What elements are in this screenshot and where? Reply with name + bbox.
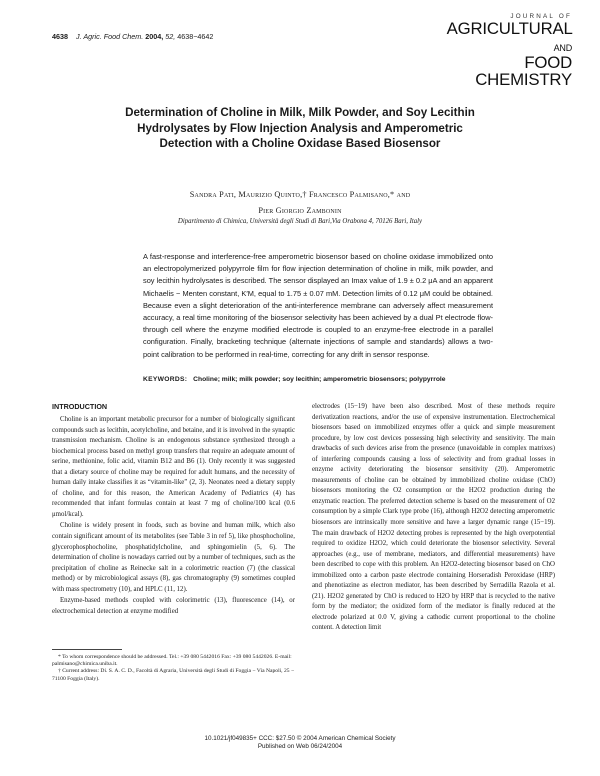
- section-heading-introduction: INTRODUCTION: [52, 402, 108, 411]
- doi-copyright: 10.1021/jf049835+ CCC: $27.50 © 2004 American Chemical Society: [204, 735, 396, 742]
- page-number: 4638: [52, 32, 68, 41]
- author-list: [120, 187, 480, 218]
- affiliation: Dipartimento di Chimica, Università degli Studi di Bari,Via Orabona 4, 70126 Bari, Italy: [177, 218, 423, 225]
- body-column-right: [312, 402, 555, 634]
- running-header: [52, 32, 213, 41]
- paragraph: Choline is widely present in foods, such as bovine and human milk, which also contain significant amount of its metabolites (see Table 3 in ref 5), like phosphocholine, glycerophosphocholine, phosphatidylcholine, and sphingomielin (5, 6). The determination of choline is nowadays carried out by a number of techniques, such as the precipitation of choline as Reinecke salt in a colorimetric reaction (7) (the classical method) or by microbiological assays (8), gas chromatography (9) sometimes coupled with mass spectrometry (10), and HPLC (11, 12).: [52, 522, 295, 593]
- journal-logo: [440, 14, 572, 88]
- journal-abbrev: J. Agric. Food Chem.: [76, 32, 144, 41]
- paragraph: Enzyme-based methods coupled with colorimetric (13), fluorescence (14), or electrochemical detection at enzyme modified: [52, 597, 295, 615]
- publication-info: [0, 735, 600, 751]
- logo-food-chemistry: FOOD CHEMISTRY: [475, 52, 572, 89]
- page-range: 4638−4642: [177, 32, 214, 41]
- keywords-list: Choline; milk; milk powder; soy lecithin; amperometric biosensors; polypyrrole: [193, 376, 446, 383]
- footnotes: [52, 654, 295, 683]
- keywords: [143, 376, 493, 383]
- journal-year: 2004,: [145, 32, 164, 41]
- logo-agricultural-word: AGRICULTURAL: [446, 19, 572, 39]
- footnote-divider: [52, 649, 122, 650]
- journal-volume: 52,: [165, 32, 176, 41]
- footnote-corresponding: * To whom correspondence should be addressed. Tel.: +39 080 5442016 Fax: +39 080 5442026. E-mail: palmisano@chimica.uniba.it.: [52, 654, 292, 668]
- abstract: A fast-response and interference-free amperometric biosensor based on choline oxidase immobilized onto an electropolymerized polypyrrole film for flow injection determination of choline in milk, milk powder, and soy lecithin hydrolysates is described. The sensor displayed an Imax value of 1.9 ± 0.2 μA and an apparent Michaelis − Menten constant, K′M, equal to 1.75 ± 0.07 mM. Detection limits of 0.12 μM could be obtained. Because even a slight deterioration of the anti-interference membrane can adversely affect measurement accuracy, a real time monitoring of the biosensor selectivity has been achieved by a dual Pt electrode flow-through cell where the enzyme modified electrode is coupled to an enzyme-free electrode in a parallel configuration. Finally, bracketing technique (alternate injections of sample and standards) allows a two-point calibration to be performed in real-time, correcting for any drift in sensor response.: [143, 252, 493, 359]
- published-date: Published on Web 06/24/2004: [257, 743, 343, 750]
- logo-and: AND: [553, 43, 572, 54]
- logo-journal-of: JOURNAL OF: [510, 13, 572, 20]
- authors-line-2: Pier Giorgio Zambonin: [258, 205, 342, 215]
- paragraph: electrodes (15−19) have been also described. Most of these methods require derivatization reactions, and/or the use of expensive instrumentation. Electrochemical biosensors based on immobilized enzymes offer a quick and simple measurement procedure, by low cost devices possessing high selectivity and sensitivity. The main drawbacks of such devices arise from the presence (unavoidable in complex matrixes) of interfering compounds causing a loss of selectivity and from gradual losses in enzyme activity deteriorating the biosensor sensitivity (20). Amperometric measurements of choline can be obtained by immobilized choline oxidase (ChO) biosensors monitoring the O2 consumption or the H2O2 production during the enzymatic reaction. The preferred detection scheme is based on the measurement of O2 consumption by a simple Clark type probe (16), although H2O2 detecting amperometric biosensors are intrinsically more sensitive and have a larger dynamic range (15−19). The main drawback of H2O2 detecting probes is represented by the high overpotential required to oxidize H2O2, which could deteriorate the biosensor selectivity. Several approaches (e.g., use of membrane, mediators, and differential measurements) have been described to cope with this problem. An H2O2-detecting biosensor based on ChO immobilized onto a carbon paste electrode containing Horseradish Peroxidase (HRP) and phenotiazine as electron mediator, has been described by Serradilla Razola et al. (21). H2O2 generated by ChO is reduced to H2O by HRP that is recycled to the native form by the mediator; the oxidized form of the mediator is finally reduced at the electrode polarized at 0.0 V, giving a cathodic current proportional to the choline content. A detection limit: [312, 403, 555, 632]
- keywords-label: KEYWORDS:: [143, 376, 188, 383]
- logo-agricultural: [440, 21, 572, 55]
- article-title: Determination of Choline in Milk, Milk Powder, and Soy Lecithin Hydrolysates by Flow Injection Analysis and Amperometric Detection with a Choline Oxidase Based Biosensor: [125, 106, 475, 151]
- body-column-left: [52, 415, 295, 618]
- authors-line-1: Sandra Pati, Maurizio Quinto,† Francesco Palmisano,* and: [189, 190, 411, 199]
- paragraph: Choline is an important metabolic precursor for a number of biologically significant compounds such as lecithin, acetylcholine, and betaine, and it is involved in the synaptic transmission mechanism. Choline is an endogenous substance synthesized through a biochemical process based on methyl group transfers that require an adequate amount of serine, methionine, folic acid, vitamin B12 and B6 (1). Only recently it was suggested that a dietary source of choline may be required for adult humans, and the necessity of human daily intake classifies it as “vitamin-like” (2, 3). Neonates need a dietary supply of choline, and for this reason, the American Academy of Pediatrics (4) has recommended that infant formulas contain at least 7 mg of choline/100 kcal (0.6 μmol/kcal).: [52, 416, 295, 518]
- footnote-current-address: † Current address: Di. S. A. C. D., Facoltà di Agraria, Università degli Studi di Foggia − Via Napoli, 25 − 71100 Foggia (Italy).: [52, 668, 295, 682]
